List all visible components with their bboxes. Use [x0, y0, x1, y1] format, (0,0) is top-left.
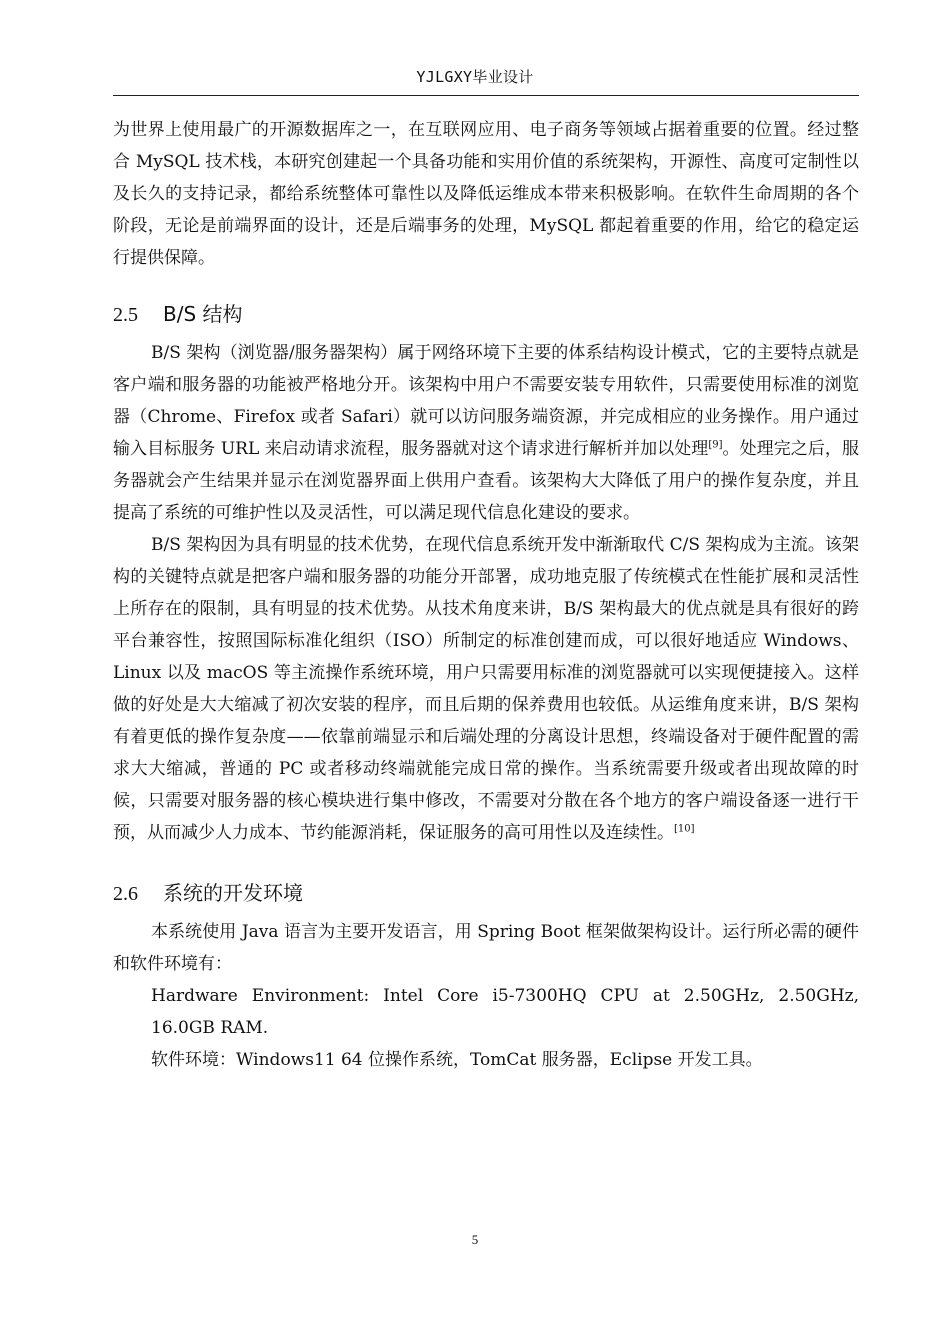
section-number: 2.5 [113, 304, 138, 326]
software-environment-line: 软件环境：Windows11 64 位操作系统，TomCat 服务器，Eclipse 开发工具。 [151, 1050, 763, 1070]
paragraph-text: B/S 架构因为具有明显的技术优势，在现代信息系统开发中渐渐取代 C/S 架构成为主流。该架构的关键特点就是把客户端和服务器的功能分开部署，成功地克服了传统模式在性能扩展和灵活性上所存在的限制，具有明显的技术优势。从技术角度来讲，B/S 架构最大的优点就是具有很好的跨平台兼容性，按照国际标准化组织（ISO）所制定的标准创建而成，可以很好地适应 Windows、Linux 以及 macOS 等主流操作系统环境，用户只需要用标准的浏览器就可以实现便捷接入。这样做的好处是大大缩减了初次安装的程序，而且后期的保养费用也较低。从运维角度来讲，B/S 架构有着更低的操作复杂度——依靠前端显示和后端处理的分离设计思想，终端设备对于硬件配置的需求大大缩减，普通的 PC 或者移动终端就能完成日常的操作。当系统需要升级或者出现故障的时候，只需要对服务器的核心模块进行集中修改，不需要对分散在各个地方的客户端设备逐一进行干预，从而减少人力成本、节约能源消耗，保证服务的高可用性以及连续性。 [113, 535, 859, 843]
paragraph-text: 。处理完之后，服务器就会产生结果并显示在浏览器界面上供用户查看。该架构大大降低了用户的操作复杂度，并且提高了系统的可维护性以及灵活性，可以满足现代信息化建设的要求。 [113, 439, 859, 523]
hardware-environment-line: Hardware Environment: Intel Core i5-7300HQ CPU at 2.50GHz, 2.50GHz, 16.0GB RAM. [151, 986, 859, 1038]
page-number: 5 [471, 1232, 479, 1247]
paragraph-bs-advantages [113, 529, 859, 849]
header-rule [113, 95, 859, 96]
section-heading-2-6 [113, 877, 859, 910]
section-heading-2-5 [113, 298, 859, 331]
document-body [113, 114, 859, 1076]
paragraph-mysql-continued: 为世界上使用最广的开源数据库之一，在互联网应用、电子商务等领域占据着重要的位置。经过整合 MySQL 技术栈，本研究创建起一个具备功能和实用价值的系统架构，开源性、高度可定制性以及长久的支持记录，都给系统整体可靠性以及降低运维成本带来积极影响。在软件生命周期的各个阶段，无论是前端界面的设计，还是后端事务的处理，MySQL 都起着重要的作用，给它的稳定运行提供保障。 [113, 120, 859, 268]
citation-ref-9: [9] [708, 439, 723, 451]
paragraph-text: B/S 架构（浏览器/服务器架构）属于网络环境下主要的体系结构设计模式，它的主要特点就是客户端和服务器的功能被严格地分开。该架构中用户不需要安装专用软件，只需要使用标准的浏览器（Chrome、Firefox 或者 Safari）就可以访问服务端资源，并完成相应的业务操作。用户通过输入目标服务 URL 来启动请求流程，服务器就对这个请求进行解析并加以处理 [113, 343, 859, 459]
running-header: YJLGXY毕业设计 [416, 68, 534, 86]
section-title: B/S 结构 [163, 302, 243, 326]
paragraph-dev-env: 本系统使用 Java 语言为主要开发语言，用 Spring Boot 框架做架构设计。运行所必需的硬件和软件环境有： [113, 922, 859, 974]
paragraph-bs-intro [113, 337, 859, 529]
citation-ref-10: [10] [674, 823, 695, 835]
section-title: 系统的开发环境 [163, 881, 303, 905]
section-number: 2.6 [113, 883, 138, 905]
